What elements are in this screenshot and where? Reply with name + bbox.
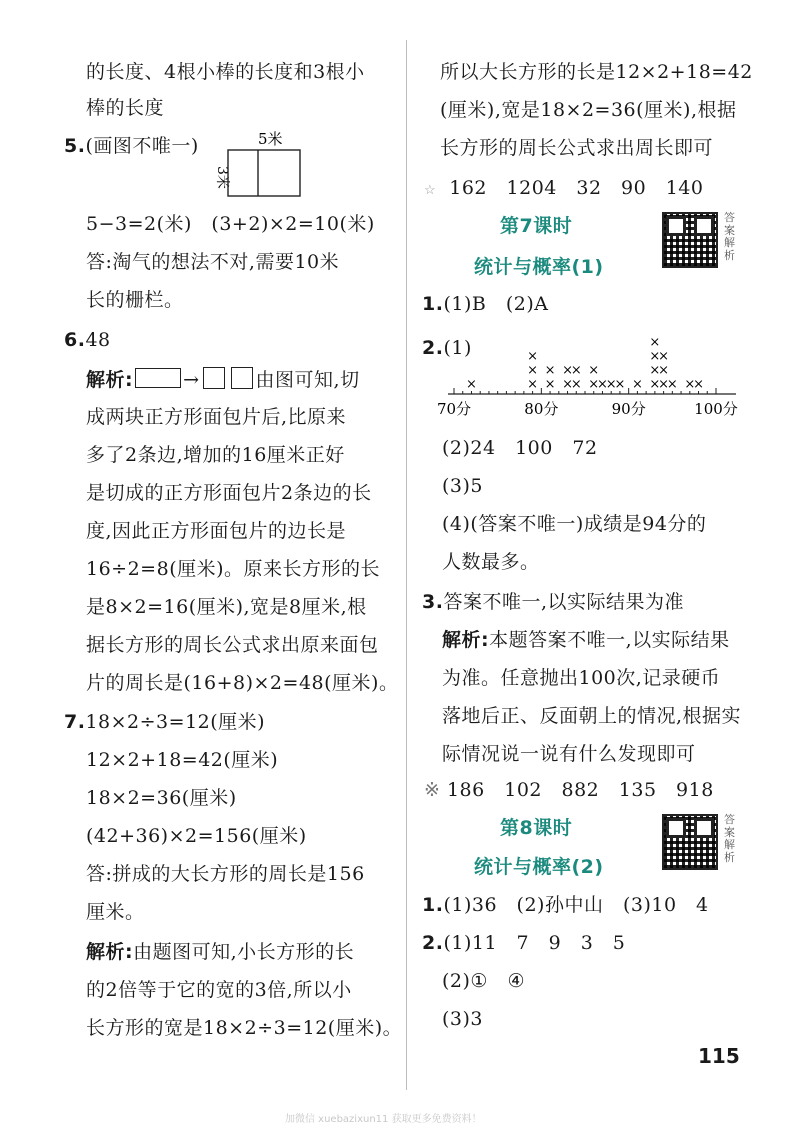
plot-tick-label: 80分: [524, 400, 559, 418]
qr-caption: 答案解析: [724, 211, 735, 262]
l7-q1-line: [422, 292, 548, 316]
plot-cross-mark: ×: [649, 335, 661, 350]
extra-1-line: [424, 176, 704, 203]
q7-calc-3: 18×2=36(厘米): [86, 787, 237, 809]
lesson7-subtitle: 统计与概率(1): [474, 256, 604, 278]
q6-analysis-line-1: [86, 367, 360, 392]
l7-q3-analysis-3: 落地后正、反面朝上的情况,根据实: [442, 705, 742, 727]
extra-2-line: [424, 778, 714, 802]
plot-cross-mark: ×: [658, 377, 670, 392]
q7-line-9: 长方形的宽是18×2÷3=12(厘米)。: [86, 1017, 403, 1039]
qr-code-icon: [662, 814, 718, 870]
plot-cross-mark: ×: [544, 377, 556, 392]
l7-q1-number: 1.: [422, 293, 444, 315]
q5-fig-rect: [228, 150, 300, 196]
q6-value: 48: [85, 329, 111, 351]
plot-cross-mark: ×: [649, 349, 661, 364]
q6-analysis-label: 解析:: [86, 369, 134, 391]
qr-caption: 答案解析: [724, 813, 735, 864]
q5-fig-top-label: 5米: [258, 130, 283, 148]
l7-q3-text: 答案不唯一,以实际结果为准: [443, 591, 684, 613]
plot-cross-mark: ×: [693, 377, 704, 392]
lesson7-title: 第7课时: [500, 215, 573, 237]
reference-mark-icon: ※: [424, 779, 441, 801]
l7-q3-line: [422, 590, 684, 614]
left-line-2: 棒的长度: [86, 97, 165, 119]
score-line-plot: [436, 334, 746, 420]
right-line-1: 所以大长方形的长是12×2+18=42: [440, 61, 753, 83]
l7-q3-analysis-1: [442, 628, 730, 652]
q5-number: 5.: [64, 135, 86, 157]
q6-line-2: 成两块正方形面包片后,比原来: [86, 406, 347, 428]
plot-cross-mark: ×: [666, 377, 678, 392]
plot-cross-mark: ×: [658, 363, 670, 378]
plot-cross-mark: ×: [527, 377, 539, 392]
q5-figure: [206, 126, 316, 204]
q6-analysis-tail: 由图可知,切: [255, 369, 360, 391]
q6-square-shape-1: [203, 367, 225, 389]
q7-analysis-text: 由题图可知,小长方形的长: [133, 941, 355, 963]
plot-cross-mark: ×: [527, 349, 539, 364]
q6-rect-shape: [135, 368, 181, 388]
plot-cross-mark: ×: [466, 377, 477, 392]
q6-line-4: 是切成的正方形面包片2条边的长: [86, 482, 372, 504]
l8-q2-part3: (3)3: [442, 1008, 484, 1030]
q7-analysis-line-1: [86, 940, 354, 964]
l7-q2-part2: (2)24 100 72: [442, 437, 598, 459]
q5-answer-2: 长的栅栏。: [86, 289, 184, 311]
plot-cross-mark: ×: [597, 377, 608, 392]
l7-q2-part4a: (4)(答案不唯一)成绩是94分的: [442, 513, 707, 535]
q6-square-shape-2: [231, 367, 253, 389]
l7-q3-analysis-2: 为准。任意抛出100次,记录硬币: [442, 667, 721, 689]
q7-calc-2: 12×2+18=42(厘米): [86, 749, 279, 771]
q6-line-3: 多了2条边,增加的16厘米正好: [86, 444, 345, 466]
l8-q2-number: 2.: [422, 932, 444, 954]
q7-calc-1: 18×2÷3=12(厘米): [85, 711, 266, 733]
l7-q2-part4b: 人数最多。: [442, 551, 540, 573]
right-line-2: (厘米),宽是18×2=36(厘米),根据: [440, 99, 737, 121]
plot-cross-mark: ×: [658, 349, 670, 364]
left-line-1: 的长度、4根小棒的长度和3根小: [86, 61, 365, 83]
footer-watermark: 加微信 xuebazixun11 获取更多免费资料！: [285, 1114, 482, 1125]
q5-fig-side-label: 3米: [214, 166, 230, 189]
q6-number: 6.: [64, 329, 86, 351]
l7-q1-text: (1)B (2)A: [443, 293, 549, 315]
l8-q2-part2: (2)① ④: [442, 970, 525, 992]
l7-q2-part3: (3)5: [442, 475, 484, 497]
l8-q2-part1: (1)11 7 9 3 5: [443, 932, 626, 954]
l8-q1-line: [422, 893, 709, 917]
q6-line-9: 片的周长是(16+8)×2=48(厘米)。: [86, 672, 399, 694]
plot-cross-mark: ×: [570, 363, 582, 378]
q5-answer-1: 答:淘气的想法不对,需要10米: [86, 251, 340, 273]
l8-q2-line: [422, 931, 625, 955]
q7-calc-4: (42+36)×2=156(厘米): [86, 825, 307, 847]
q5-line: [64, 134, 199, 158]
l8-q1-text: (1)36 (2)孙中山 (3)10 4: [443, 894, 709, 916]
plot-cross-mark: ×: [588, 363, 600, 378]
l7-q3-number: 3.: [422, 591, 444, 613]
plot-cross-mark: ×: [684, 377, 696, 392]
q7-line-1: [64, 710, 265, 734]
q6-line-8: 据长方形的周长公式求出原来面包: [86, 634, 379, 656]
star-icon: ☆: [424, 183, 437, 198]
q7-analysis-label: 解析:: [86, 941, 134, 963]
plot-cross-mark: ×: [544, 363, 556, 378]
plot-tick-label: 100分: [694, 400, 738, 418]
extra-2-values: 186 102 882 135 918: [446, 779, 714, 801]
q7-number: 7.: [64, 711, 86, 733]
q7-answer-2: 厘米。: [86, 901, 145, 923]
l7-q3-analysis-text: 本题答案不唯一,以实际结果: [489, 629, 730, 651]
plot-tick-label: 90分: [611, 400, 646, 418]
plot-cross-mark: ×: [605, 377, 617, 392]
qr-code-icon: [662, 212, 718, 268]
q6-line: [64, 328, 111, 352]
page-number: 115: [698, 1044, 740, 1068]
plot-tick-label: 70分: [436, 400, 472, 418]
q6-line-7: 是8×2=16(厘米),宽是8厘米,根: [86, 596, 367, 618]
l7-q2-part1: (1): [443, 337, 472, 359]
q5-calc: 5−3=2(米) (3+2)×2=10(米): [86, 213, 375, 235]
right-line-3: 长方形的周长公式求出周长即可: [440, 137, 714, 159]
lesson8-subtitle: 统计与概率(2): [474, 856, 604, 878]
plot-cross-mark: ×: [631, 377, 643, 392]
q6-line-6: 16÷2=8(厘米)。原来长方形的长: [86, 558, 381, 580]
q6-arrow: →: [183, 369, 200, 391]
q7-line-8: 的2倍等于它的宽的3倍,所以小: [86, 979, 352, 1001]
l8-q1-number: 1.: [422, 894, 444, 916]
plot-cross-mark: ×: [562, 363, 573, 378]
plot-cross-mark: ×: [588, 377, 600, 392]
lesson8-title: 第8课时: [500, 817, 573, 839]
plot-cross-mark: ×: [649, 363, 661, 378]
q5-note: (画图不唯一): [85, 135, 199, 157]
plot-cross-mark: ×: [562, 377, 573, 392]
extra-1-values: 162 1204 32 90 140: [449, 177, 704, 199]
l7-q3-analysis-label: 解析:: [442, 629, 490, 651]
plot-cross-mark: ×: [527, 363, 539, 378]
l7-q2-number: 2.: [422, 337, 444, 359]
q6-line-5: 度,因此正方形面包片的边长是: [86, 520, 347, 542]
q7-answer-1: 答:拼成的大长方形的周长是156: [86, 863, 365, 885]
l7-q3-analysis-4: 际情况说一说有什么发现即可: [442, 743, 696, 765]
plot-cross-mark: ×: [649, 377, 661, 392]
plot-cross-mark: ×: [614, 377, 626, 392]
plot-cross-mark: ×: [570, 377, 582, 392]
column-divider: [406, 40, 407, 1090]
